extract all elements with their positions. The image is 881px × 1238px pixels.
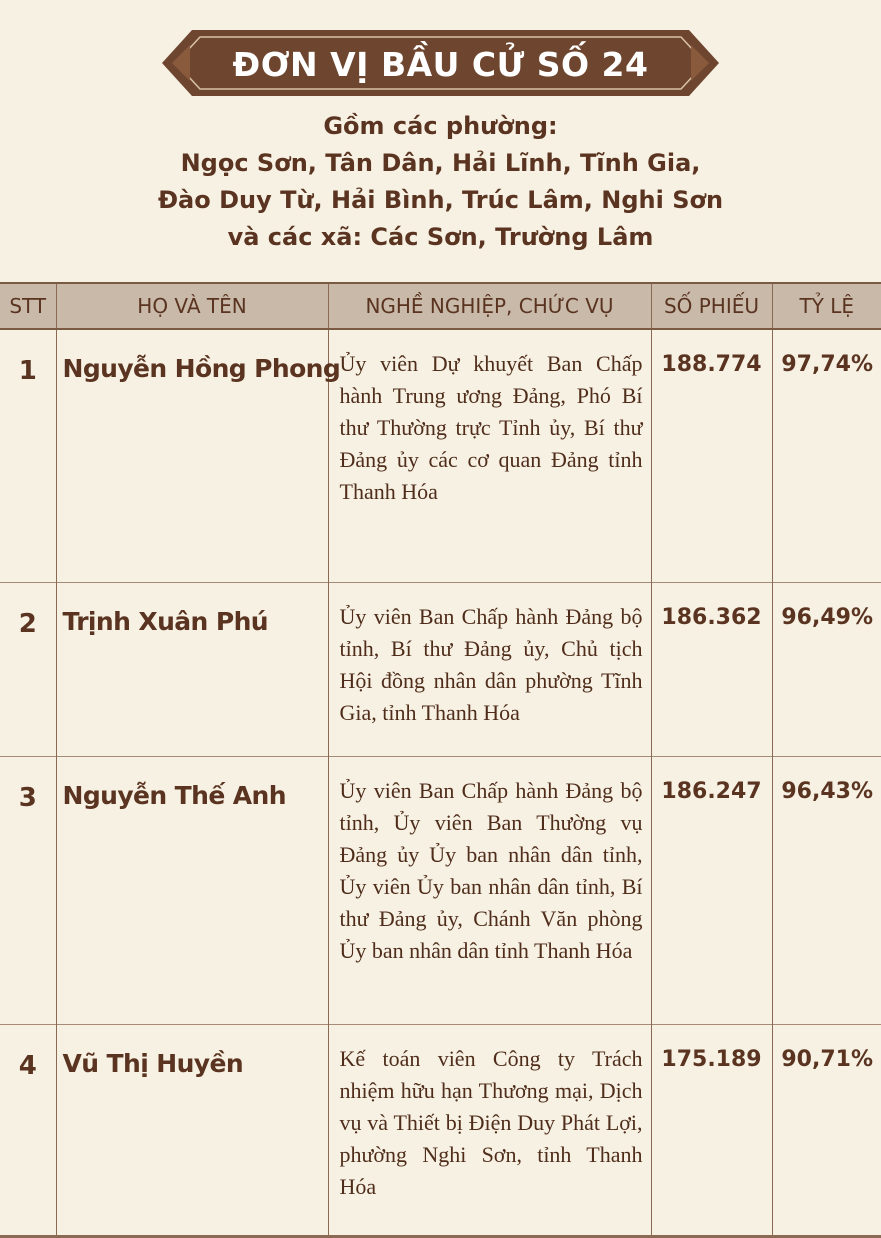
table-row [0,756,881,1024]
results-table [0,282,881,1238]
subtitle-line: và các xã: Các Sơn, Trường Lâm [227,223,654,251]
header-job: NGHỀ NGHIỆP, CHỨC VỤ [328,283,651,329]
row-votes: 188.774 [651,329,772,582]
subtitle-line: Gồm các phường: [323,112,558,140]
table-header-row [0,283,881,329]
row-name: Trịnh Xuân Phú [56,582,328,756]
row-votes: 186.362 [651,582,772,756]
row-name: Nguyễn Thế Anh [56,756,328,1024]
row-stt: 2 [0,582,56,756]
district-subtitle [0,108,881,256]
row-votes: 175.189 [651,1024,772,1236]
row-job: Kế toán viên Công ty Trách nhiệm hữu hạn Thương mại, Dịch vụ và Thiết bị Điện Duy Phát Lợi, phường Nghi Sơn, tỉnh Thanh Hóa [328,1024,651,1236]
row-name: Vũ Thị Huyền [56,1024,328,1236]
row-rate: 96,49% [772,582,881,756]
header-rate: TỶ LỆ [772,283,881,329]
header-votes: SỐ PHIẾU [651,283,772,329]
header-name: HỌ VÀ TÊN [56,283,328,329]
subtitle-line: Ngọc Sơn, Tân Dân, Hải Lĩnh, Tĩnh Gia, [180,149,701,177]
table-row [0,1024,881,1236]
banner-title: ĐƠN VỊ BẦU CỬ SỐ 24 [232,44,649,84]
subtitle-line: Đào Duy Từ, Hải Bình, Trúc Lâm, Nghi Sơn [157,186,724,214]
row-stt: 1 [18,356,37,386]
table-row [0,329,881,582]
row-rate: 90,71% [772,1024,881,1236]
title-banner [0,28,881,98]
row-rate: 97,74% [772,329,881,582]
row-stt: 4 [0,1024,56,1236]
row-stt: 3 [0,756,56,1024]
row-job: Ủy viên Ban Chấp hành Đảng bộ tỉnh, Bí thư Đảng ủy, Chủ tịch Hội đồng nhân dân phường Tĩnh Gia, tỉnh Thanh Hóa [328,582,651,756]
row-job: Ủy viên Dự khuyết Ban Chấp hành Trung ương Đảng, Phó Bí thư Thường trực Tỉnh ủy, Bí thư Đảng ủy các cơ quan Đảng tỉnh Thanh Hóa [328,329,651,582]
row-rate: 96,43% [772,756,881,1024]
header-stt: STT [0,283,56,329]
row-job: Ủy viên Ban Chấp hành Đảng bộ tỉnh, Ủy viên Ban Thường vụ Đảng ủy Ủy ban nhân dân tỉnh, Ủy viên Ủy ban nhân dân tỉnh, Bí thư Đảng ủy, Chánh Văn phòng Ủy ban nhân dân tỉnh Thanh Hóa [328,756,651,1024]
row-votes: 186.247 [651,756,772,1024]
table-row [0,582,881,756]
row-name: Nguyễn Hồng Phong [56,329,328,582]
